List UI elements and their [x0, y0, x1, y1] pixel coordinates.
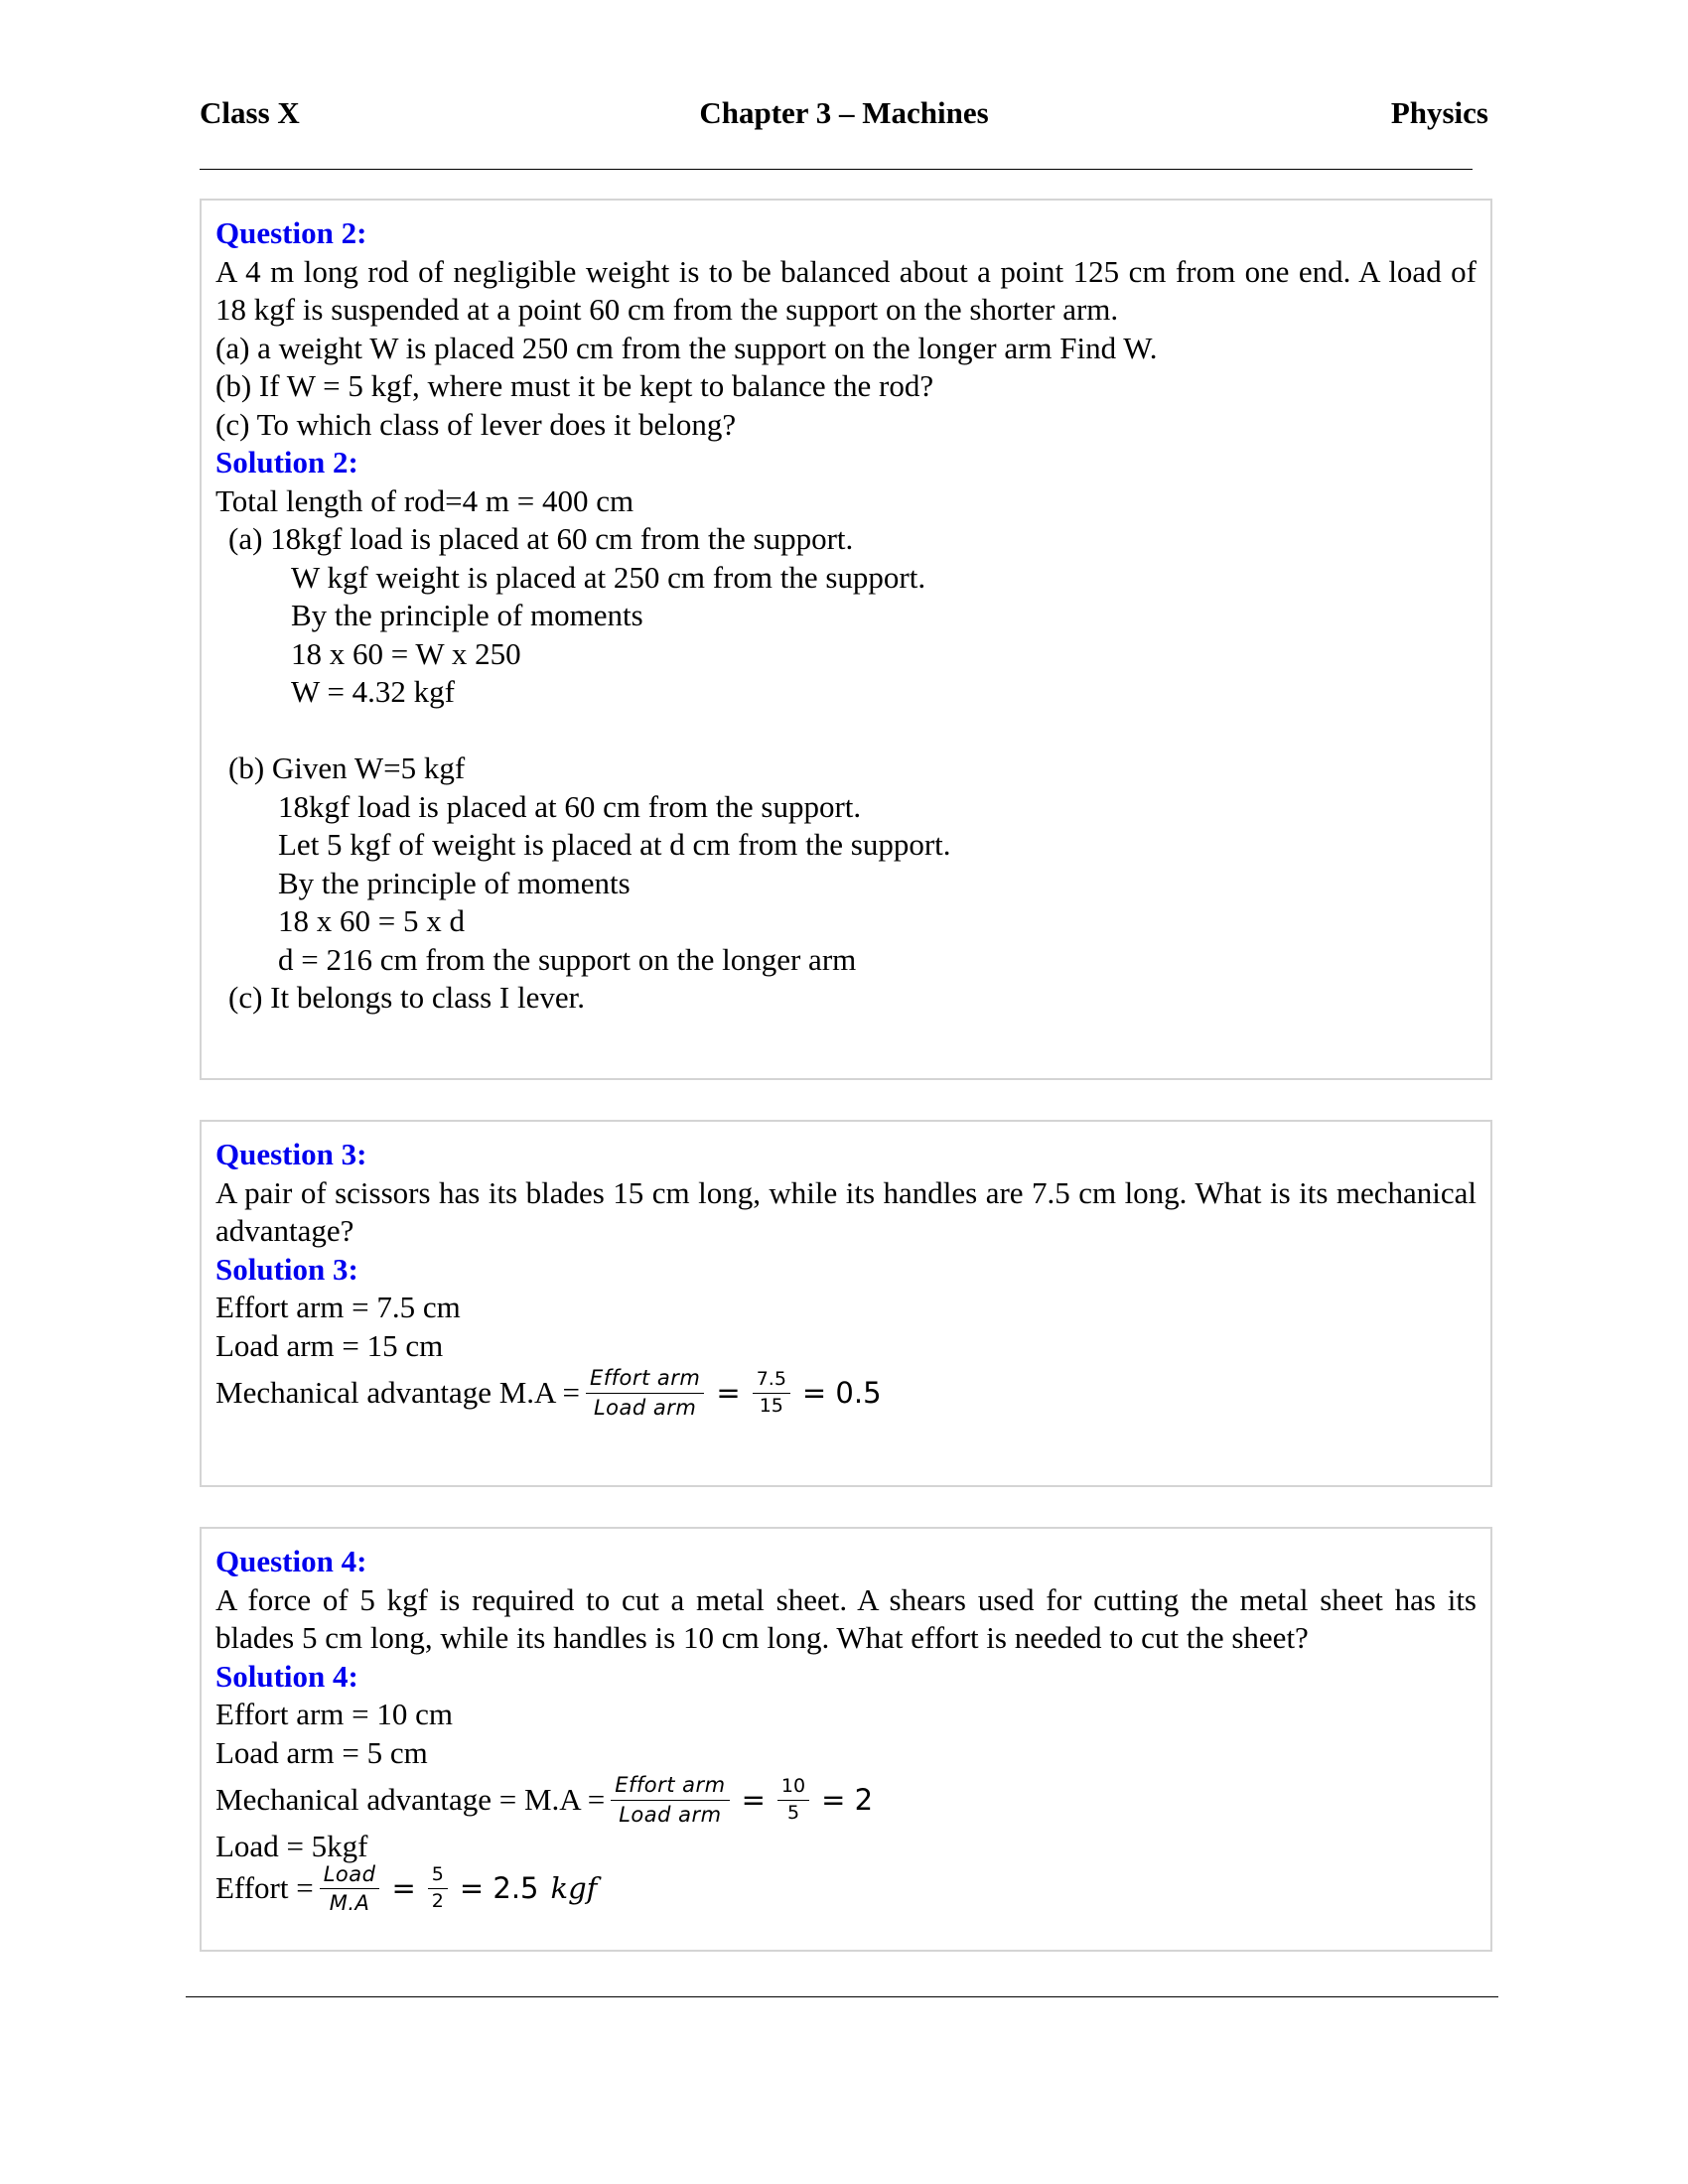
question-3-label: Question 3: — [215, 1137, 367, 1171]
ma-numerator: Effort arm — [586, 1366, 704, 1393]
question-3-box — [200, 1120, 1492, 1487]
solution-2-b-line: Let 5 kgf of weight is placed at d cm from the support. — [278, 827, 951, 862]
solution-2-a-line: W kgf weight is placed at 250 cm from the support. — [291, 559, 926, 595]
question-2-part-a: (a) a weight W is placed 250 cm from the support on the longer arm Find W. — [215, 330, 1158, 365]
chapter-title: Chapter 3 – Machines — [699, 95, 989, 130]
solution-2-b-line: By the principle of moments — [278, 865, 631, 900]
solution-3-label: Solution 3: — [215, 1251, 358, 1287]
effort-arm-line: Effort arm = 7.5 cm — [215, 1290, 461, 1324]
effort-numerator: Load — [320, 1862, 380, 1889]
load-arm-line: Load arm = 5 cm — [215, 1734, 428, 1770]
question-2-box — [200, 199, 1492, 1080]
question-4-label: Question 4: — [215, 1544, 367, 1578]
ma-equation — [215, 1365, 1477, 1421]
value-fraction — [753, 1369, 790, 1418]
solution-2-b-line: d = 216 cm from the support on the longer arm — [278, 941, 857, 977]
ma-numerator: Effort arm — [611, 1773, 729, 1800]
question-4-text: A force of 5 kgf is required to cut a metal sheet. A shears used for cutting the metal sheet has its blades 5 cm long, while its handles is 10 cm long. What effort is needed to cut the sheet? — [215, 1581, 1477, 1655]
question-2-part-b: (b) If W = 5 kgf, where must it be kept to balance the rod? — [215, 368, 934, 403]
question-2-part-c: (c) To which class of lever does it belong? — [215, 406, 737, 442]
header-divider — [200, 169, 1473, 170]
equals-sign: = — [716, 1375, 741, 1410]
question-4-box — [200, 1527, 1492, 1952]
solution-2-a-line: 18 x 60 = W x 250 — [291, 635, 521, 671]
solution-2-c-line: (c) It belongs to class I lever. — [228, 980, 585, 1015]
ma-equation — [215, 1772, 1477, 1828]
class-label: Class X — [200, 95, 300, 130]
solution-2-line: Total length of rod=4 m = 400 cm — [215, 482, 634, 518]
ma-result: = 2 — [821, 1782, 874, 1817]
effort-denominator: M.A — [329, 1891, 370, 1915]
effort-equation — [215, 1861, 1477, 1915]
load-line: Load = 5kgf — [215, 1829, 368, 1863]
question-2-label: Question 2: — [215, 215, 367, 250]
solution-2-a-line: By the principle of moments — [291, 598, 643, 632]
solution-2-b-line: 18kgf load is placed at 60 cm from the support. — [278, 788, 862, 824]
effort-fraction — [320, 1862, 380, 1915]
question-3-text: A pair of scissors has its blades 15 cm long, while its handles are 7.5 cm long. What is its mechanical advantage? — [215, 1174, 1477, 1248]
value-denominator: 15 — [759, 1394, 783, 1417]
equals-sign: = — [741, 1782, 766, 1817]
ma-denominator: Load arm — [593, 1395, 697, 1420]
effort-prefix: Effort = — [215, 1870, 314, 1906]
ma-denominator: Load arm — [619, 1802, 722, 1827]
equals-sign: = — [391, 1871, 416, 1906]
solution-4-label: Solution 4: — [215, 1658, 358, 1694]
effort-arm-line: Effort arm = 10 cm — [215, 1697, 454, 1731]
solution-2-a-first: (a) 18kgf load is placed at 60 cm from the support. — [228, 521, 854, 556]
subject-label: Physics — [1390, 95, 1488, 130]
load-arm-line: Load arm = 15 cm — [215, 1327, 444, 1363]
solution-2-a-line: W = 4.32 kgf — [291, 674, 456, 709]
ma-prefix: Mechanical advantage M.A = — [215, 1374, 580, 1410]
solution-2-b-first: (b) Given W=5 kgf — [228, 751, 466, 785]
value-numerator: 7.5 — [753, 1369, 790, 1394]
solution-2-b-line: 18 x 60 = 5 x d — [278, 903, 465, 938]
ma-fraction — [586, 1366, 704, 1419]
question-2-text: A 4 m long rod of negligible weight is to be balanced about a point 125 cm from one end. A load of 18 kgf is suspended at a point 60 cm from the support on the shorter arm. — [215, 253, 1477, 327]
ma-result: = 0.5 — [801, 1375, 882, 1410]
value-fraction — [777, 1776, 809, 1825]
effort-value-fraction — [428, 1864, 448, 1913]
effort-value-numerator: 5 — [428, 1864, 448, 1889]
ma-fraction — [611, 1773, 729, 1826]
solution-2-label: Solution 2: — [215, 445, 358, 479]
value-numerator: 10 — [777, 1776, 809, 1801]
footer-divider — [186, 1996, 1498, 1997]
effort-unit: kgf — [550, 1871, 598, 1906]
spacer — [215, 712, 1477, 751]
value-denominator: 5 — [786, 1801, 800, 1824]
ma-prefix: Mechanical advantage = M.A = — [215, 1781, 606, 1817]
effort-result: = 2.5 — [459, 1871, 539, 1906]
effort-value-denominator: 2 — [431, 1890, 444, 1912]
